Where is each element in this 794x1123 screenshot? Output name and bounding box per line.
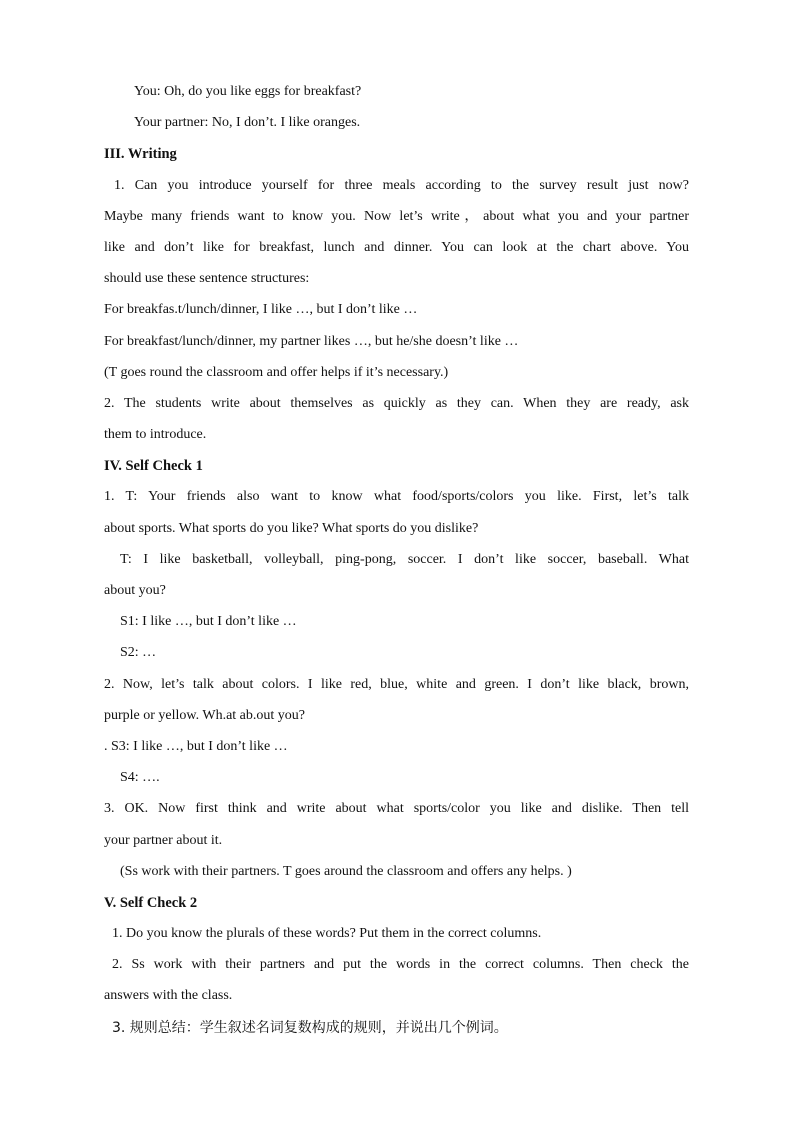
paragraph-line: 2. Now, let’s talk about colors. I like red, blue, white and green. I don’t like black, brown, — [104, 676, 689, 692]
paragraph-line: 2. Ss work with their partners and put the words in the correct columns. Then check the — [112, 957, 689, 973]
dialogue-you: You: Oh, do you like eggs for breakfast? — [134, 84, 362, 99]
paragraph-line: like and don’t like for breakfast, lunch and dinner. You can look at the chart above. You — [104, 239, 689, 255]
dialogue-student: . S3: I like …, but I don’t like … — [104, 738, 288, 754]
teacher-note: (T goes round the classroom and offer helps if it’s necessary.) — [104, 364, 449, 380]
paragraph-line: 1. Can you introduce yourself for three meals according to the survey result just now? — [114, 177, 689, 193]
dialogue-student: S2: … — [120, 645, 157, 661]
dialogue-partner: Your partner: No, I don’t. I like oranges. — [134, 115, 361, 131]
paragraph-line: 1. T: Your friends also want to know what food/sports/colors you like. First, let’s talk — [104, 489, 689, 505]
sentence-structure: For breakfas.t/lunch/dinner, I like …, but I don’t like … — [104, 302, 418, 318]
paragraph-line: purple or yellow. Wh.at ab.out you? — [104, 707, 306, 723]
paragraph-line: your partner about it. — [104, 832, 223, 848]
paragraph-line: them to introduce. — [104, 427, 207, 443]
section-heading-writing: III. Writing — [104, 146, 177, 163]
paragraph-line: 2. The students write about themselves as quickly as they can. When they are ready, ask — [104, 395, 689, 411]
teacher-note: (Ss work with their partners. T goes around the classroom and offers any helps. ) — [120, 863, 572, 879]
paragraph-line: about you? — [104, 583, 166, 598]
paragraph-line: 3. OK. Now first think and write about what sports/color you like and dislike. Then tell — [104, 801, 689, 817]
section-heading-self-check-2: V. Self Check 2 — [104, 894, 198, 911]
dialogue-student: S1: I like …, but I don’t like … — [120, 614, 297, 630]
document-body — [104, 82, 689, 1049]
section-heading-self-check-1: IV. Self Check 1 — [104, 458, 203, 475]
paragraph-line: about sports. What sports do you like? What sports do you dislike? — [104, 520, 479, 536]
paragraph-line: should use these sentence structures: — [104, 271, 310, 287]
dialogue-student: S4: …. — [120, 770, 160, 786]
paragraph-line-chinese: 3. 规则总结：学生叙述名词复数构成的规则，并说出几个例词。 — [112, 1019, 508, 1036]
paragraph-line: answers with the class. — [104, 988, 233, 1004]
paragraph-line: 1. Do you know the plurals of these words? Put them in the correct columns. — [112, 926, 542, 942]
paragraph-line: Maybe many friends want to know you. Now let’s write，about what you and your partner — [104, 208, 689, 224]
dialogue-teacher: T: I like basketball, volleyball, ping-pong, soccer. I don’t like soccer, baseball. What — [120, 551, 689, 567]
sentence-structure: For breakfast/lunch/dinner, my partner likes …, but he/she doesn’t like … — [104, 333, 519, 349]
